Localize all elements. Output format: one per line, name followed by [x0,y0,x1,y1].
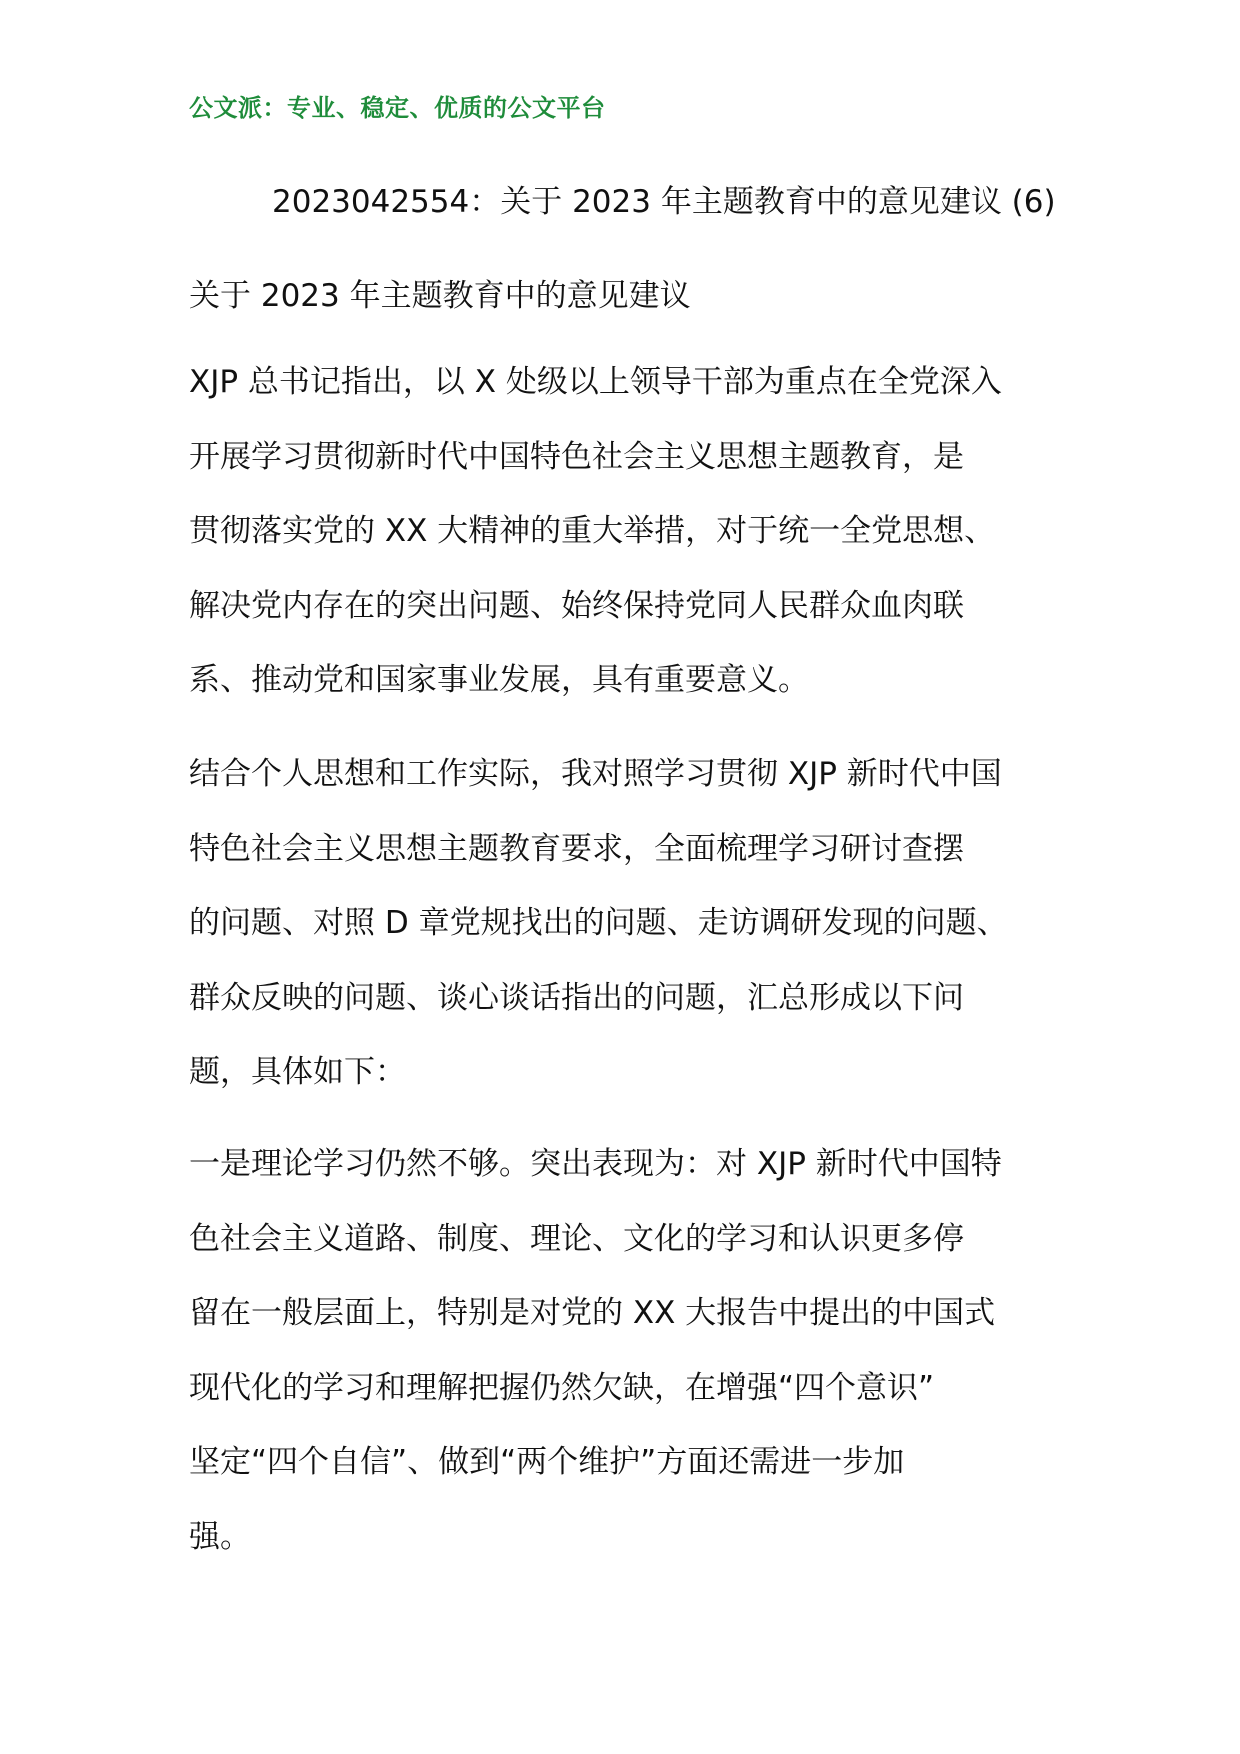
paragraph-line: 特色社会主义思想主题教育要求，全面梳理学习研讨查摆 [189,830,964,867]
paragraph-line: 结合个人思想和工作实际，我对照学习贯彻 XJP 新时代中国 [189,756,1002,792]
paragraph-line: 一是理论学习仍然不够。突出表现为：对 XJP 新时代中国特 [189,1146,1002,1182]
paragraph-line: XJP 总书记指出，以 X 处级以上领导干部为重点在全党深入 [189,364,1002,400]
paragraph-line: 贯彻落实党的 XX 大精神的重大举措，对于统一全党思想、 [189,513,996,549]
body-paragraph [189,737,1069,1110]
body-paragraph [189,1127,1069,1574]
paragraph-line: 现代化的学习和理解把握仍然欠缺，在增强“四个意识” [189,1369,935,1406]
paragraph-line: 群众反映的问题、谈心谈话指出的问题，汇总形成以下问 [189,979,964,1016]
platform-tagline: 公文派：专业、稳定、优质的公文平台 [189,93,606,122]
paragraph-line: 开展学习贯彻新时代中国特色社会主义思想主题教育，是 [189,438,964,475]
paragraph-line: 强。 [189,1518,251,1555]
paragraph-line: 留在一般层面上，特别是对党的 XX 大报告中提出的中国式 [189,1295,996,1331]
paragraph-line: 的问题、对照 D 章党规找出的问题、走访调研发现的问题、 [189,905,1008,941]
document-subtitle: 关于 2023 年主题教育中的意见建议 [189,278,691,314]
paragraph-line: 系、推动党和国家事业发展，具有重要意义。 [189,662,809,698]
document-title: 2023042554：关于 2023 年主题教育中的意见建议 (6) [272,184,1056,220]
body-paragraph [189,345,1069,718]
paragraph-line: 色社会主义道路、制度、理论、文化的学习和认识更多停 [189,1220,964,1257]
paragraph-line: 解决党内存在的突出问题、始终保持党同人民群众血肉联 [189,587,964,624]
paragraph-line: 题，具体如下： [189,1054,406,1090]
paragraph-line: 坚定“四个自信”、做到“两个维护”方面还需进一步加 [189,1444,905,1480]
